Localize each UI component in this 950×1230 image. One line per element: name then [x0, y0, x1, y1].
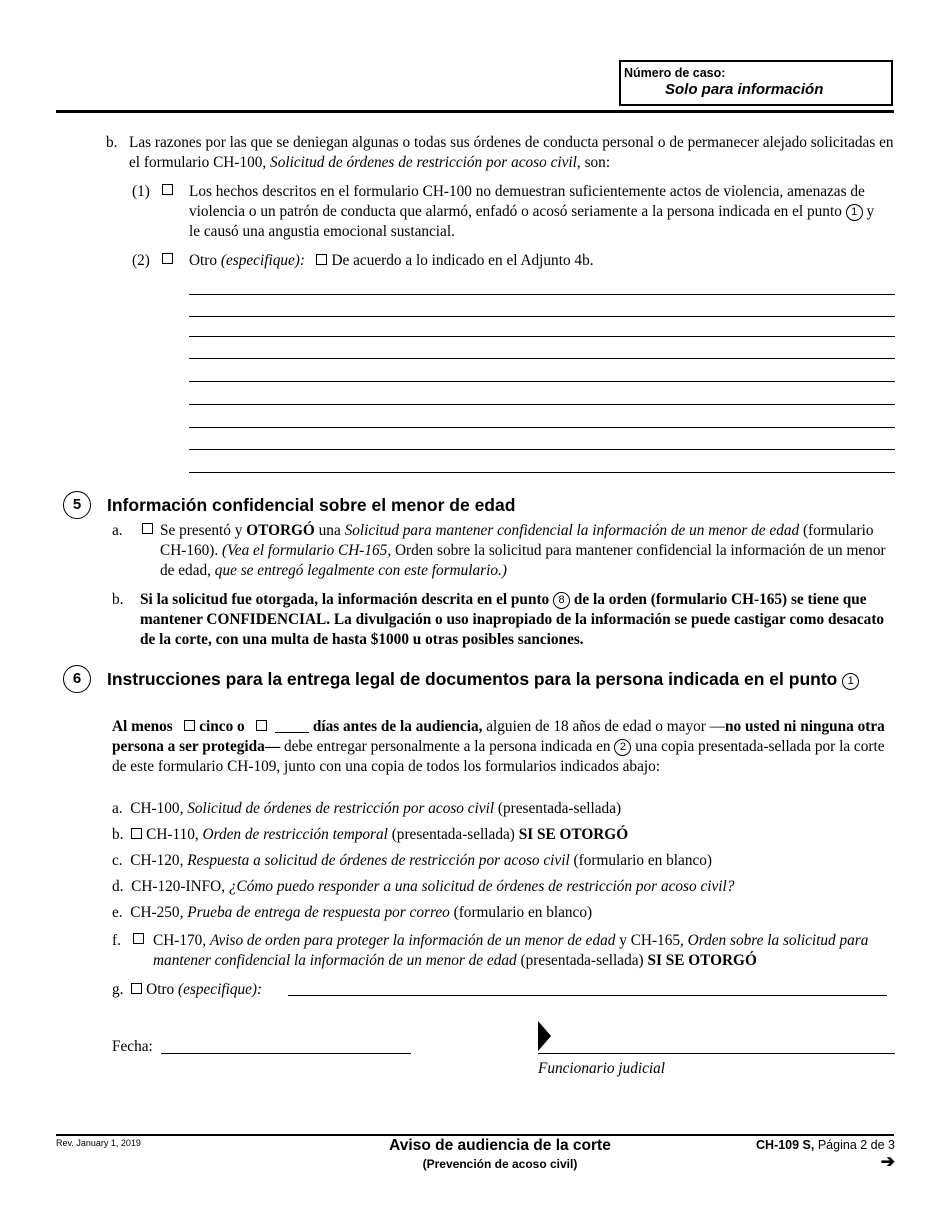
signature-arrow-icon [538, 1021, 552, 1051]
case-number-label: Número de caso: [624, 66, 726, 80]
next-page-arrow-icon[interactable]: ➔ [880, 1152, 895, 1171]
section-6-intro: Al menos cinco o días antes de la audiencia, alguien de 18 años de edad o mayor —no usted ni ninguna otra persona a ser protegida— debe entregar personalmente a la persona indicada en 2 una copia presentada-sellada por la corte de este formulario CH-109, junto con una copia de todos los formularios indicados abajo: [112, 718, 885, 775]
header-rule [56, 110, 894, 113]
section-4b-text: Las razones por las que se deniegan algunas o todas sus órdenes de conducta personal o de permanecer alejado solicitadas en el formulario CH-100, Solicitud de órdenes de restricción por acoso civil, son: [129, 134, 894, 171]
write-line[interactable] [189, 294, 895, 295]
section-5-number: 5 [63, 491, 91, 519]
item-1-ref-icon: 1 [846, 204, 863, 221]
form-page-number: CH-109 S, Página 2 de 3 [756, 1138, 895, 1152]
ch-110-checkbox[interactable] [131, 828, 142, 839]
five-days-checkbox[interactable] [184, 720, 195, 731]
footer-subtitle: (Prevención de acoso civil) [422, 1157, 578, 1171]
section-5a-text: Se presentó y OTORGÓ una Solicitud para mantener confidencial la información de un menor de edad (formulario CH-160). (Vea el formulario CH-165, Orden sobre la solicitud para mantener confidencial la información de un menor de edad, que se entregó legalmente con este formulario.) [160, 522, 886, 579]
days-input[interactable] [275, 732, 309, 733]
revision-date: Rev. January 1, 2019 [56, 1138, 141, 1148]
item-8-ref-icon: 8 [553, 592, 570, 609]
judicial-officer-signature-line[interactable] [538, 1053, 895, 1054]
section-4b-item2-checkbox[interactable] [162, 253, 173, 264]
write-line[interactable] [189, 472, 895, 473]
write-line[interactable] [189, 381, 895, 382]
date-input[interactable] [161, 1053, 411, 1054]
section-4b-item2-text: Otro (especifique): De acuerdo a lo indicado en el Adjunto 4b. [189, 252, 594, 269]
section-4b-item1-text: Los hechos descritos en el formulario CH-100 no demuestran suficientemente actos de violencia, amenazas de violencia o un patrón de conducta que alarmó, enfadó o acosó seriamente a la persona indicada en el punto 1 y le causó una angustia emocional sustancial. [189, 183, 875, 240]
date-label: Fecha: [112, 1038, 153, 1055]
other-days-checkbox[interactable] [256, 720, 267, 731]
section-6-number: 6 [63, 665, 91, 693]
write-line[interactable] [189, 449, 895, 450]
section-4b-item1-checkbox[interactable] [162, 184, 173, 195]
write-line[interactable] [189, 316, 895, 317]
item-2-ref-icon: 2 [614, 739, 631, 756]
footer-rule [56, 1134, 894, 1136]
attachment-4b-checkbox[interactable] [316, 254, 327, 265]
section-4b-item2-num: (2) [132, 252, 150, 269]
list-item: b. CH-110, Orden de restricción temporal (presentada-sellada) SI SE OTORGÓ [112, 826, 629, 843]
judicial-officer-label: Funcionario judicial [538, 1060, 666, 1077]
ch-170-checkbox[interactable] [133, 933, 144, 944]
section-5b-text: Si la solicitud fue otorgada, la información descrita en el punto 8 de la orden (formulario CH-165) se tiene que mantener CONFIDENCIAL. La divulgación o uso inapropiado de la información se puede castigar como desacato de la corte, con una multa de hasta $1000 u otras posibles sanciones. [140, 591, 885, 648]
write-line[interactable] [189, 358, 895, 359]
case-number-box [619, 60, 893, 106]
case-number-value: Solo para información [665, 81, 824, 98]
list-item: e. CH-250, Prueba de entrega de respuesta por correo (formulario en blanco) [112, 904, 593, 921]
section-6f-text: CH-170, Aviso de orden para proteger la información de un menor de edad y CH-165, Orden sobre la solicitud para mantener confidencial la información de un menor de edad (presentada-sellada) SI SE OTORGÓ [153, 932, 869, 969]
section-5b-letter: b. [112, 591, 124, 608]
write-line[interactable] [189, 336, 895, 337]
list-item: c. CH-120, Respuesta a solicitud de órdenes de restricción por acoso civil (formulario en blanco) [112, 852, 713, 869]
other-checkbox[interactable] [131, 983, 142, 994]
section-6-title: Instrucciones para la entrega legal de documentos para la persona indicada en el punto 1 [107, 668, 867, 690]
other-specify-line[interactable] [288, 995, 887, 996]
list-item: d. CH-120-INFO, ¿Cómo puedo responder a una solicitud de órdenes de restricción por acoso civil? [112, 878, 735, 895]
section-5a-checkbox[interactable] [142, 523, 153, 534]
footer-title: Aviso de audiencia de la corte [389, 1137, 611, 1154]
section-5a-letter: a. [112, 522, 123, 539]
write-line[interactable] [189, 404, 895, 405]
write-line[interactable] [189, 427, 895, 428]
list-item: a. CH-100, Solicitud de órdenes de restricción por acoso civil (presentada-sellada) [112, 800, 622, 817]
section-6g-item: g. Otro (especifique): [112, 981, 263, 998]
section-4b-letter: b. [106, 134, 118, 151]
item-1-ref-icon: 1 [842, 673, 859, 690]
section-4b-item1-num: (1) [132, 183, 150, 200]
section-6f-letter: f. [112, 932, 121, 949]
section-5-title: Información confidencial sobre el menor de edad [107, 495, 516, 515]
